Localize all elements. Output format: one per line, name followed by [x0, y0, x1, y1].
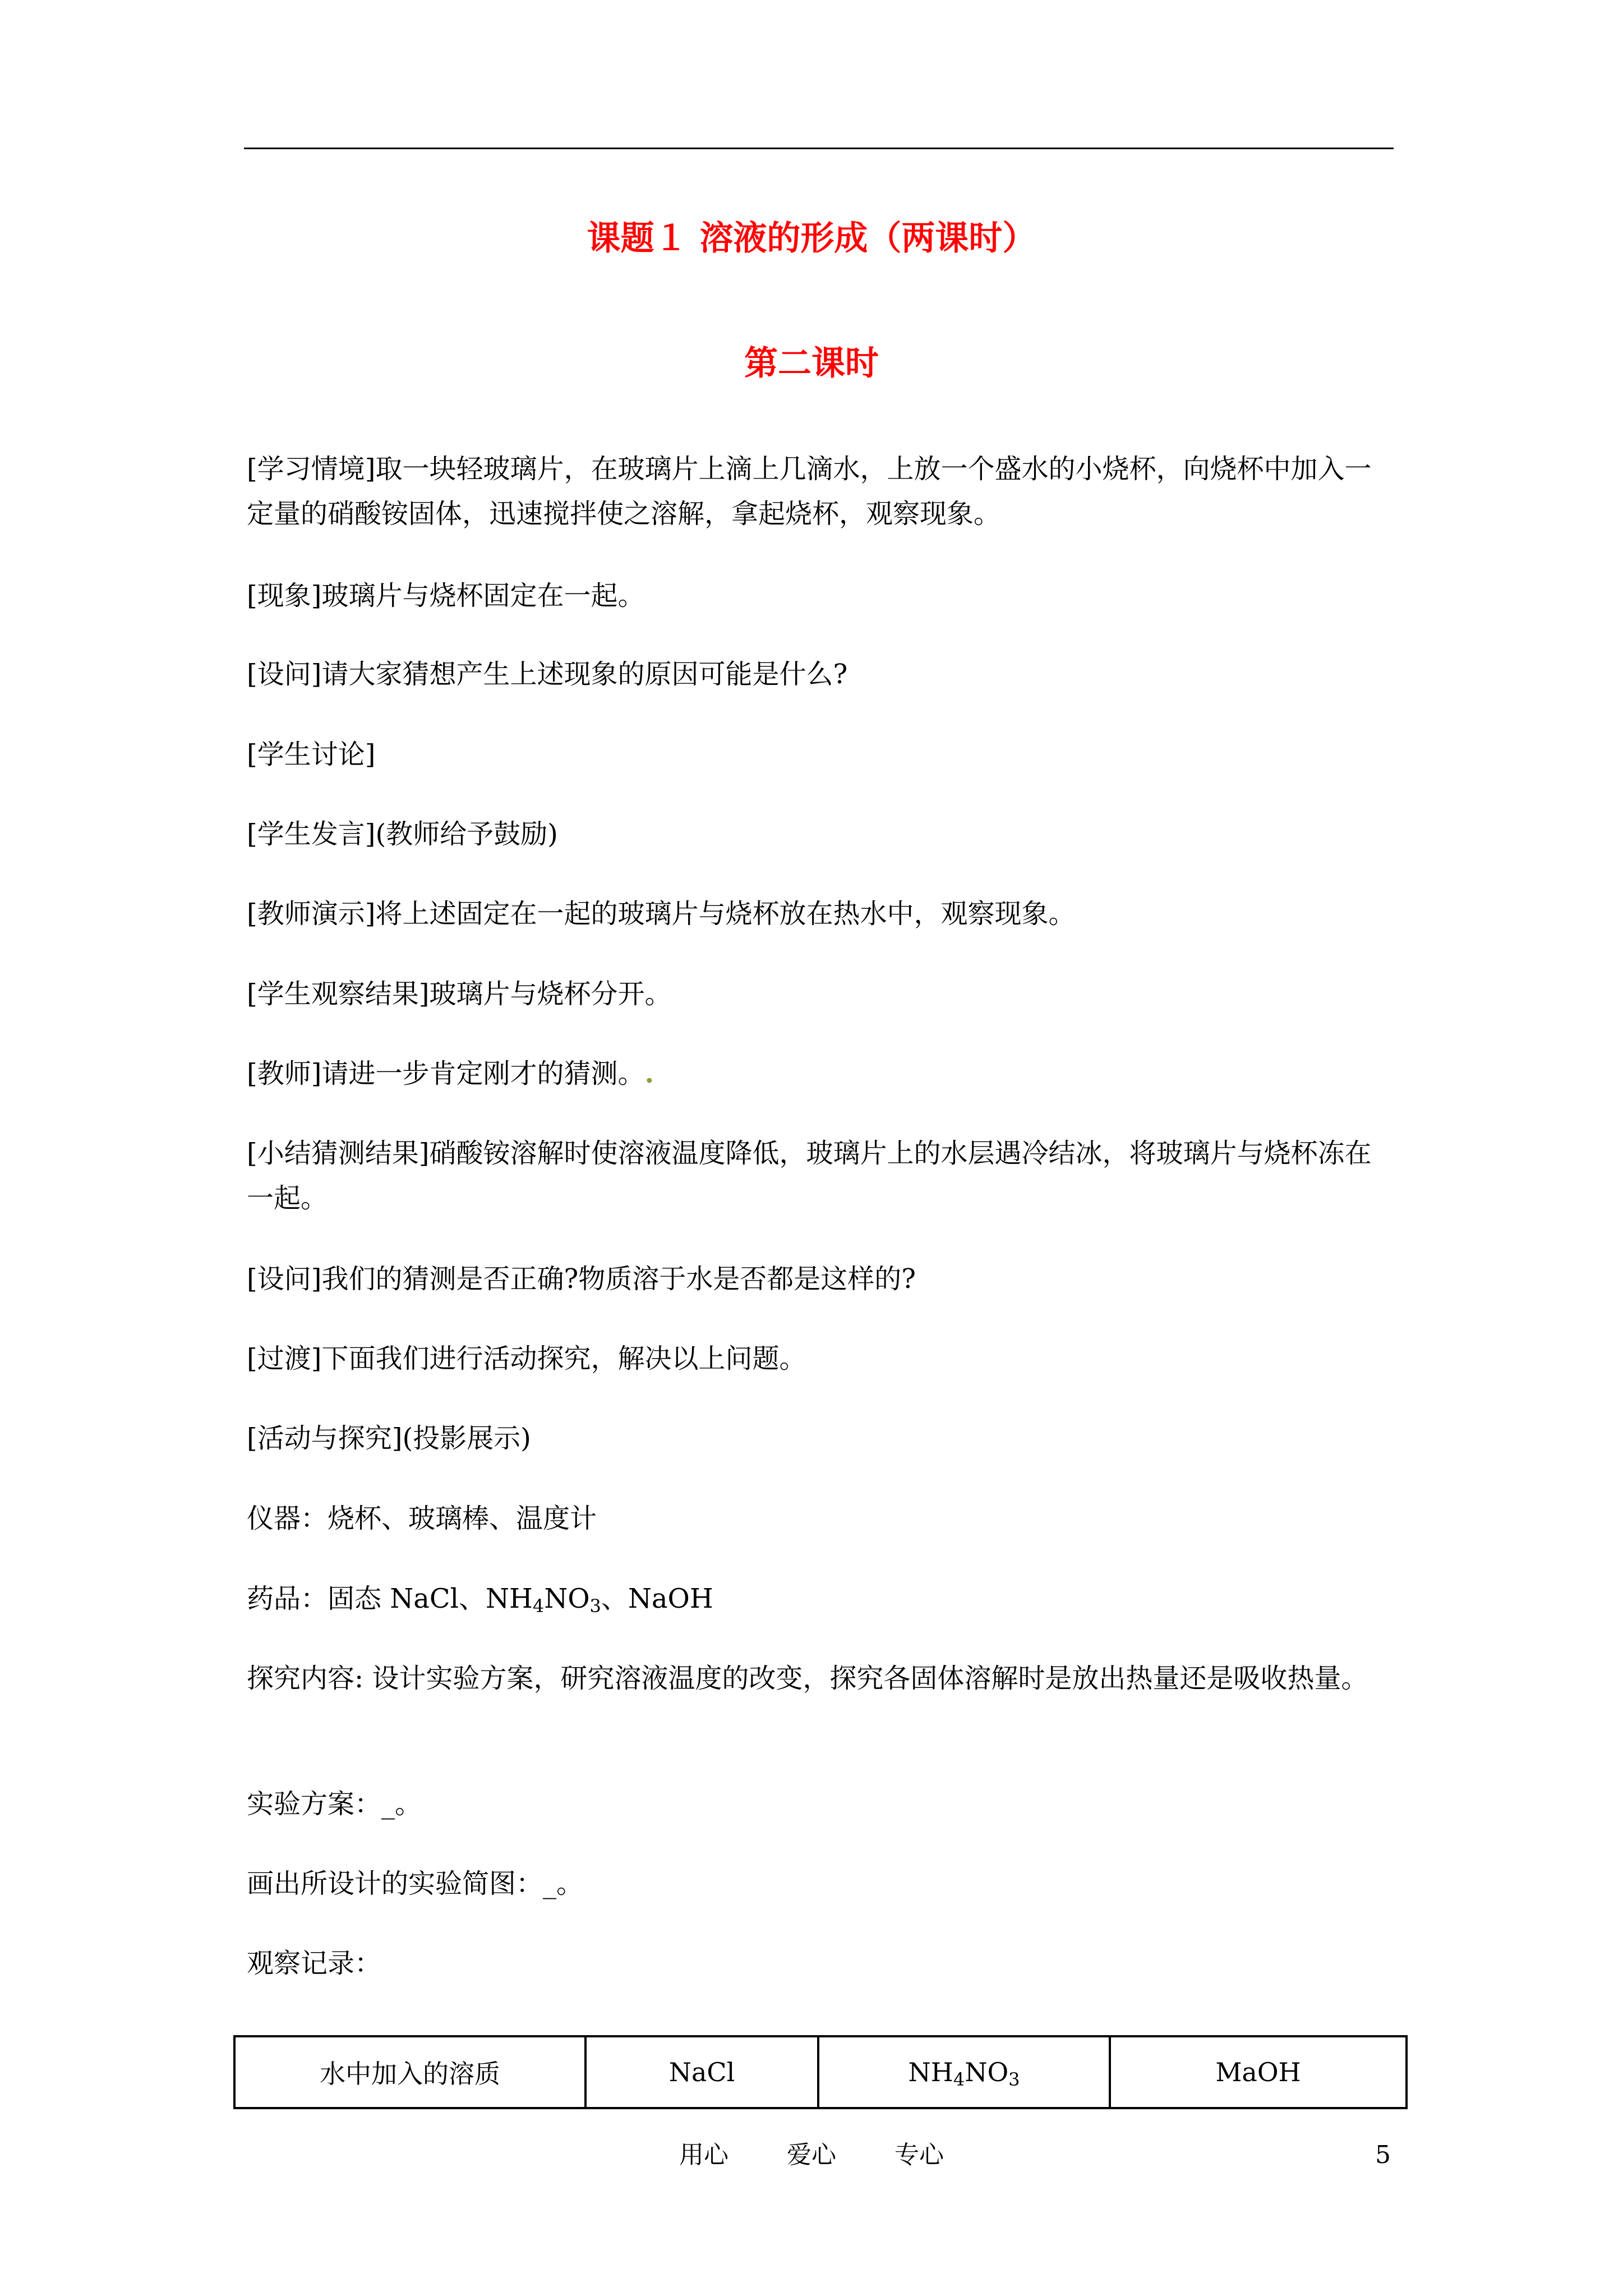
- paragraph-student-discussion: [学生讨论]: [247, 739, 376, 770]
- footer-motto-1: 用心: [679, 2141, 728, 2169]
- table-cell-nacl: NaCl: [585, 2036, 818, 2108]
- observation-table: [233, 2035, 1408, 2109]
- paragraph-teacher: [247, 1051, 1391, 1096]
- footer-motto-2: 爱心: [787, 2141, 836, 2169]
- paragraph-summary: [小结猜测结果]硝酸铵溶解时使溶液温度降低，玻璃片上的水层遇冷结冰，将玻璃片与烧杯冻在一起。: [247, 1138, 1372, 1214]
- paragraph-learning-context: [学习情境]取一块轻玻璃片，在玻璃片上滴上几滴水，上放一个盛水的小烧杯，向烧杯中加入一定量的硝酸铵固体，迅速搅拌使之溶解，拿起烧杯，观察现象。: [247, 453, 1372, 530]
- paragraph-student-speech: [学生发言](教师给予鼓励): [247, 818, 558, 850]
- paragraph-phenomenon: [现象]玻璃片与烧杯固定在一起。: [247, 580, 645, 611]
- cell-text: NH: [908, 2057, 953, 2087]
- paragraph-experiment-plan: 实验方案：_。: [247, 1788, 422, 1820]
- green-dot-mark: .: [644, 1058, 654, 1089]
- paragraph-inquiry-content: 探究内容: 设计实验方案，研究溶液温度的改变，探究各固体溶解时是放出热量还是吸收热量。: [247, 1663, 1368, 1694]
- cell-text: NO: [965, 2057, 1009, 2087]
- cell-subscript: 3: [1008, 2069, 1020, 2090]
- paragraph-instruments: 仪器：烧杯、玻璃棒、温度计: [247, 1503, 597, 1534]
- reagents-text: NO: [544, 1583, 590, 1614]
- paragraph-observation-record: 观察记录：: [247, 1948, 382, 1979]
- reagents-text: 药品：固态 NaCl、NH: [247, 1583, 533, 1614]
- teacher-text: [教师]请进一步肯定刚才的猜测。: [247, 1058, 645, 1089]
- reagents-subscript: 3: [589, 1595, 601, 1617]
- page-number: 5: [1375, 2141, 1391, 2169]
- paragraph-transition: [过渡]下面我们进行活动探究，解决以上问题。: [247, 1343, 806, 1374]
- page-subtitle: 第二课时: [744, 344, 879, 383]
- cell-subscript: 4: [953, 2069, 965, 2090]
- paragraph-diagram-prompt: 画出所设计的实验简图：_。: [247, 1868, 584, 1899]
- page-title: 课题１ 溶液的形成（两课时）: [587, 219, 1036, 258]
- reagents-subscript: 4: [532, 1595, 545, 1617]
- table-cell-solute-header: 水中加入的溶质: [234, 2036, 585, 2108]
- paragraph-teacher-demo: [教师演示]将上述固定在一起的玻璃片与烧杯放在热水中，观察现象。: [247, 898, 1076, 930]
- paragraph-reagents: [247, 1576, 1391, 1621]
- reagents-text: 、NaOH: [601, 1583, 713, 1614]
- footer-motto-3: 专心: [895, 2141, 944, 2169]
- paragraph-question-1: [设问]请大家猜想产生上述现象的原因可能是什么?: [247, 659, 848, 690]
- table-cell-maoh: MaOH: [1110, 2036, 1407, 2108]
- paragraph-observation-result: [学生观察结果]玻璃片与烧杯分开。: [247, 978, 672, 1010]
- paragraph-question-2: [设问]我们的猜测是否正确?物质溶于水是否都是这样的?: [247, 1263, 916, 1295]
- table-cell-nh4no3: [818, 2036, 1110, 2108]
- table-row: [234, 2036, 1407, 2108]
- header-rule: [244, 148, 1394, 149]
- paragraph-activity: [活动与探究](投影展示): [247, 1423, 531, 1454]
